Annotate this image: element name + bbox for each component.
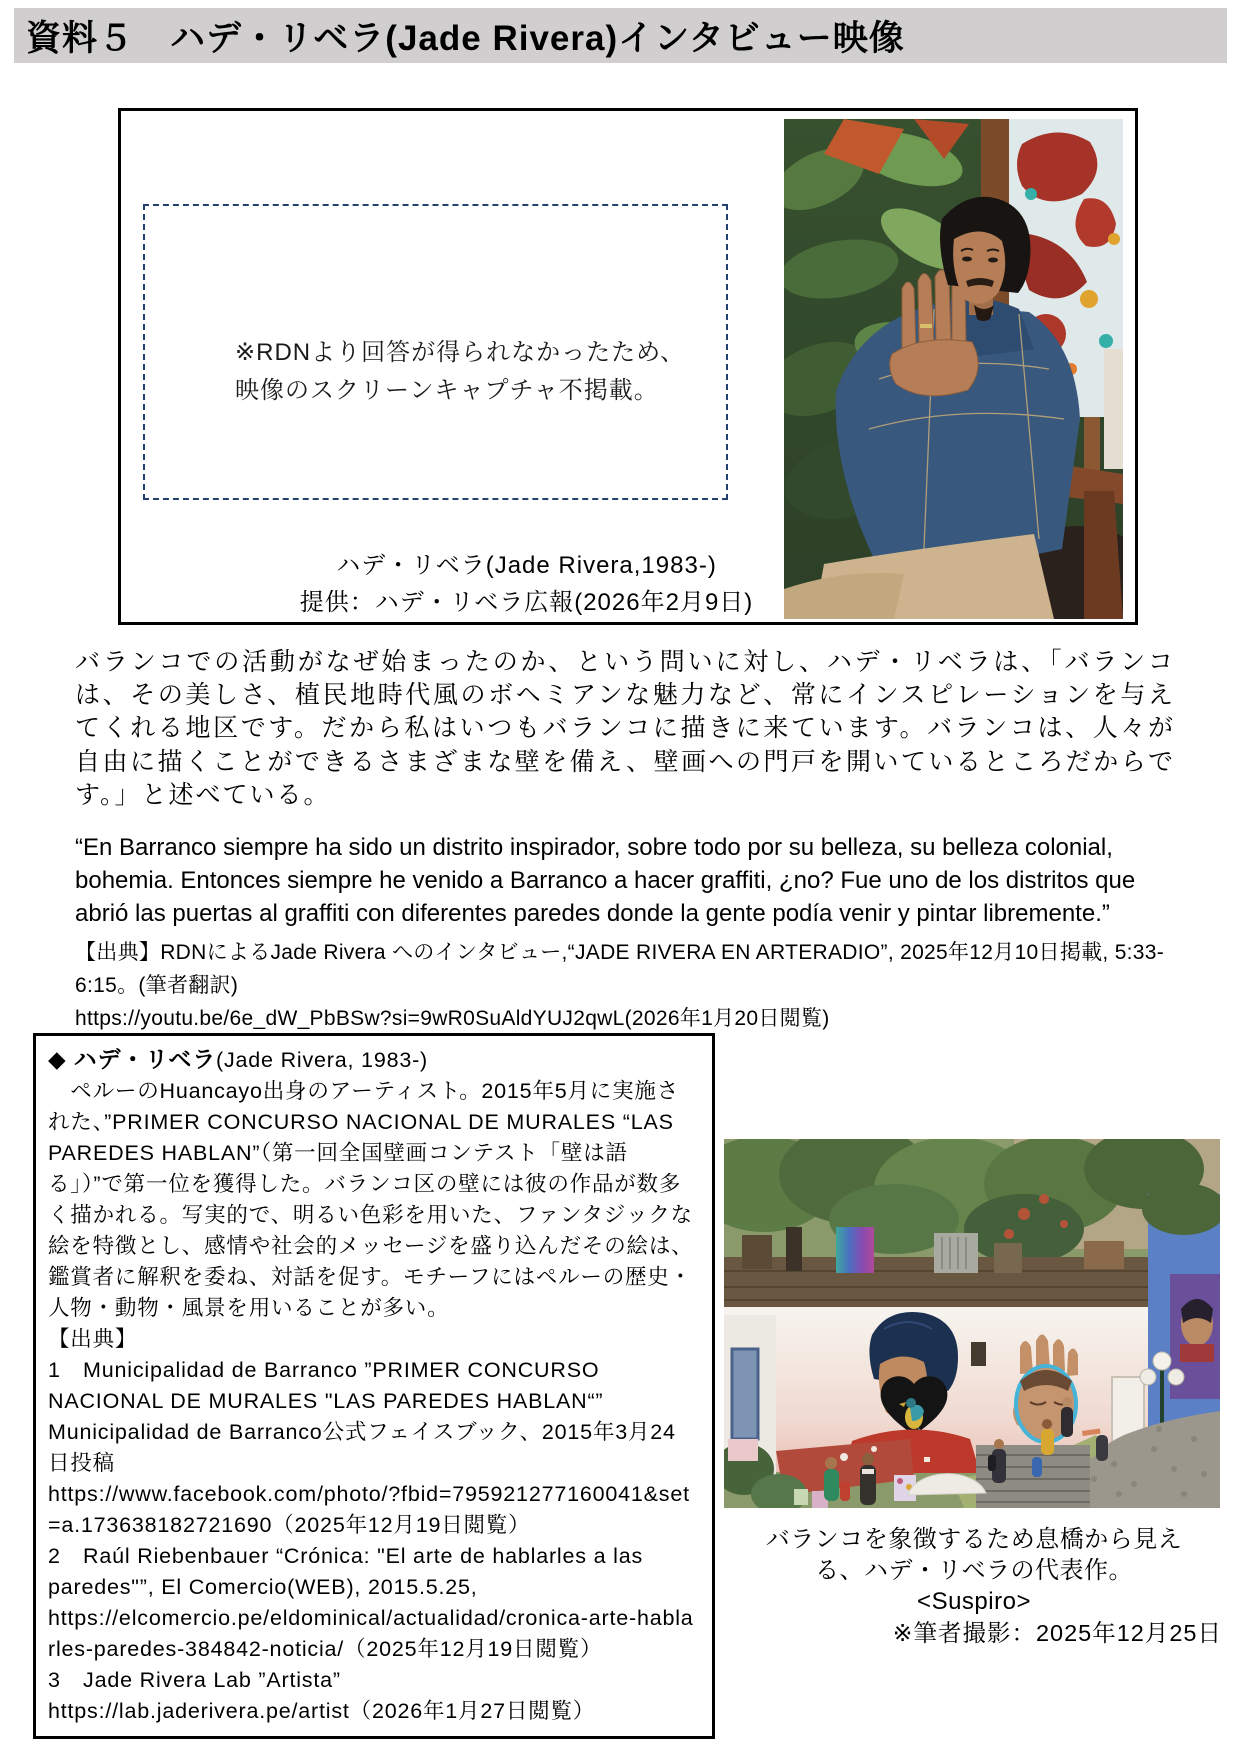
video-frame-box xyxy=(118,108,1138,625)
portrait-photo xyxy=(784,119,1123,619)
biography-source-2 xyxy=(48,1541,698,1665)
photo-caption-line2: 提供：ハデ・リベラ広報(2026年2月9日) xyxy=(299,589,754,616)
biography-title xyxy=(48,1044,698,1076)
mural-caption: バランコを象徴するため息橋から見える、ハデ・リベラの代表作。<Suspiro> xyxy=(765,1526,1183,1615)
interview-source-note xyxy=(75,936,1177,1035)
biography-sources-heading: 【出典】 xyxy=(48,1327,138,1351)
photo-caption xyxy=(199,547,854,621)
interview-paragraph-japanese: バランコでの活動がなぜ始まったのか、という問いに対し、ハデ・リベラは、「バランコは、その美しさ、植民地時代風のボヘミアンな魅力など、常にインスピレーションを与えてくれる地区です。だから私はいつもバランコに描きに来ています。バランコは、人々が自由に描くことができるさまざまな壁を備え、壁画への門戸を開いているところだからです。」と述べている。 xyxy=(75,648,1175,809)
interview-source-text: 【出典】RDNによるJade Rivera へのインタビュー,“JADE RIVERA EN ARTERADIO”, 2025年12月10日掲載, 5:33-6:15。(筆者翻訳) xyxy=(75,941,1165,997)
biography-source-1-url: https://www.facebook.com/photo/?fbid=795921277160041&set=a.173638182721690（2025年12月19日閲覧） xyxy=(48,1482,690,1537)
page-title: 資料５ ハデ・リベラ(Jade Rivera)インタビュー映像 xyxy=(26,18,905,58)
mural-photo-illustration xyxy=(724,1139,1220,1508)
biography-box xyxy=(33,1033,715,1739)
biography-source-3-url: https://lab.jaderivera.pe/artist（2026年1月27日閲覧） xyxy=(48,1699,596,1723)
biography-body: ペルーのHuancayo出身のアーティスト。2015年5月に実施された、”PRIMER CONCURSO NACIONAL DE MURALES “LAS PAREDES HABLAN”（第一回全国壁画コンテスト「壁は語る」）”で第一位を獲得した。バランコ区の壁には彼の作品が数多く描かれる。写実的で、明るい色彩を用いた、ファンタジックな絵を特徴とし、感情や社会的メッセージを盛り込んだその絵は、鑑賞者に解釈を委ね、対話を促す。モチーフにはペルーの歴史・人物・動物・風景を用いることが多い。 xyxy=(48,1079,694,1320)
interview-source-url: https://youtu.be/6e_dW_PbBSw?si=9wR0SuAldYUJ2qwL(2026年1月20日閲覧) xyxy=(75,1007,830,1030)
biography-source-3-title: 3 Jade Rivera Lab ”Artista” xyxy=(48,1668,341,1692)
screenshot-placeholder-box xyxy=(143,204,728,500)
biography-source-1-title: 1 Municipalidad de Barranco ”PRIMER CONCURSO NACIONAL DE MURALES "LAS PAREDES HABLAN“” Municipalidad de Barranco公式フェイスブック、2015年3月24日投稿 xyxy=(48,1358,676,1475)
interview-quote-spanish: “En Barranco siempre ha sido un distrito inspirador, sobre todo por su belleza, su belleza colonial, bohemia. Entonces siempre he venido a Barranco a hacer graffiti, ¿no? Fue uno de los distritos que abrió las puertas al graffiti con diferentes paredes donde la gente podía venir y pintar libremente.” xyxy=(75,834,1136,927)
biography-title-japanese: ◆ ハデ・リベラ xyxy=(48,1046,217,1072)
biography-source-2-title: 2 Raúl Riebenbauer “Crónica: "El arte de hablarles a las paredes"”, El Comercio(WEB), 2015.5.25, xyxy=(48,1544,644,1599)
photo-caption-line1: ハデ・リベラ(Jade Rivera,1983-) xyxy=(336,552,717,579)
placeholder-note-line1: ※RDNより回答が得られなかったため、 xyxy=(235,339,686,366)
biography-source-1 xyxy=(48,1355,698,1541)
biography-source-3 xyxy=(48,1665,698,1727)
biography-title-latin: (Jade Rivera, 1983-) xyxy=(216,1048,429,1072)
mural-photo xyxy=(724,1139,1220,1508)
header-bar xyxy=(14,8,1227,63)
portrait-photo-illustration xyxy=(784,119,1123,619)
photographer-credit: ※筆者撮影：2025年12月25日 xyxy=(892,1620,1222,1646)
placeholder-note-line2: 映像のスクリーンキャプチャ不掲載。 xyxy=(235,377,659,404)
biography-source-2-url: https://elcomercio.pe/eldominical/actualidad/cronica-arte-hablarles-paredes-384842-noticia/（2025年12月19日閲覧） xyxy=(48,1606,694,1661)
